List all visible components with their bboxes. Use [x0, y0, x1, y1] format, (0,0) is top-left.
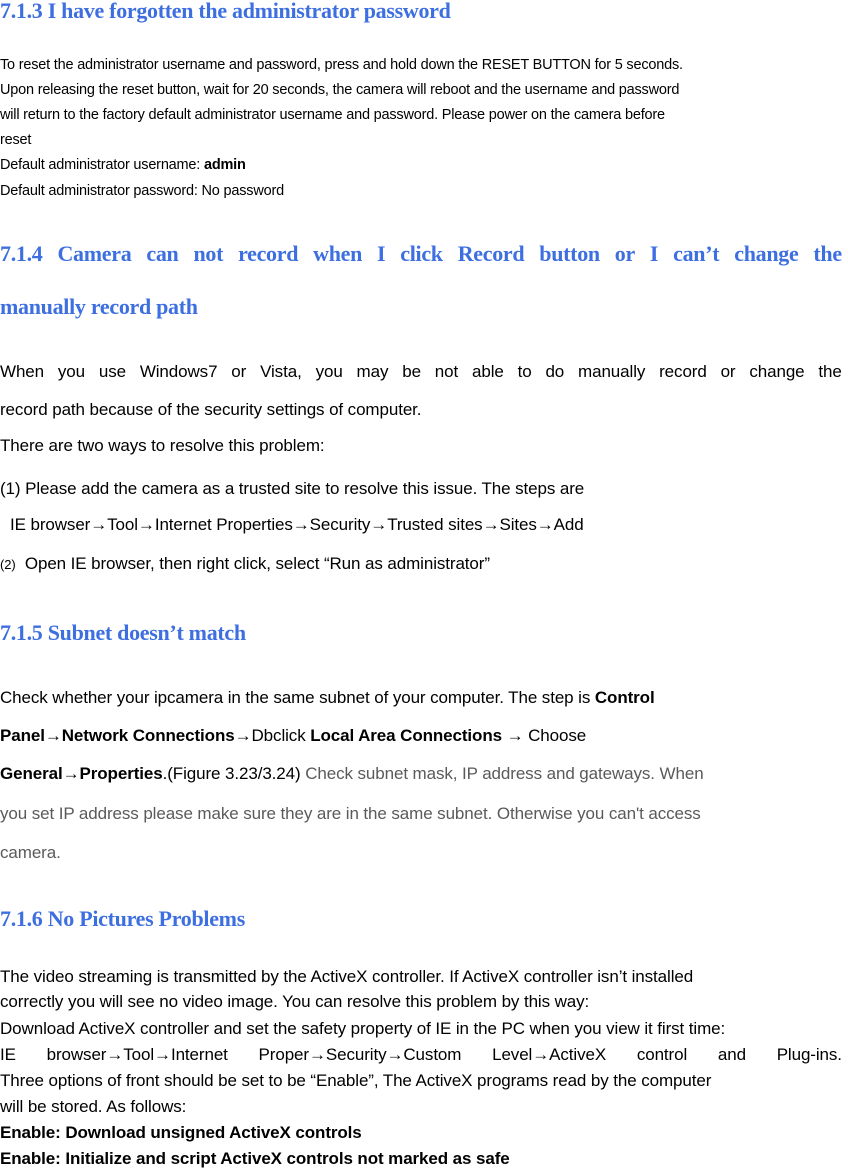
s715-line-5: camera.	[0, 843, 61, 862]
s714-item-number: (2)	[0, 557, 16, 572]
s714-line-1	[0, 362, 842, 382]
s715-line-2	[0, 726, 586, 746]
s715-line-4: you set IP address please make sure they are in the same subnet. Otherwise you can't access	[0, 804, 701, 823]
heading-word: can	[146, 241, 179, 266]
heading-word: can’t	[673, 241, 720, 266]
paragraph-word: be	[402, 362, 421, 381]
s716-enable-download-unsigned: Enable: Download unsigned ActiveX controls	[0, 1123, 362, 1142]
s713-default-username	[0, 157, 246, 173]
s714-line-6	[0, 554, 490, 574]
s715-line-2-tail: → Choose	[501, 726, 587, 745]
s716-line-6: will be stored. As follows:	[0, 1097, 187, 1116]
section-7-1-5-heading: 7.1.5 Subnet doesn’t match	[0, 620, 246, 645]
heading-word: the	[813, 241, 842, 266]
heading-word: Record	[457, 241, 525, 266]
paragraph-word: or	[720, 362, 736, 381]
paragraph-word: do	[545, 362, 565, 381]
paragraph-word: may	[356, 362, 389, 381]
section-7-1-6-heading: 7.1.6 No Pictures Problems	[0, 906, 245, 931]
heading-word: or	[614, 241, 635, 266]
section-7-1-3-heading: 7.1.3 I have forgotten the administrator password	[0, 0, 451, 23]
s715-line-3	[0, 764, 704, 784]
s714-steps-path: IE browser→Tool→Internet Properties→Security→Trusted sites→Sites→Add	[10, 515, 584, 534]
s716-line-1: The video streaming is transmitted by the ActiveX controller. If ActiveX controller isn’t installed	[0, 967, 694, 986]
s714-line-2: record path because of the security settings of computer.	[0, 400, 422, 419]
s715-line-1-bold: Control	[594, 688, 655, 707]
s714-line-3: There are two ways to resolve this problem:	[0, 436, 325, 455]
s713-default-password: Default administrator password: No password	[0, 183, 284, 199]
s715-line-1-text: Check whether your ipcamera in the same subnet of your computer. The step is	[0, 688, 595, 707]
paragraph-word: When	[0, 362, 45, 381]
paragraph-word: and	[717, 1045, 746, 1064]
paragraph-word: manually	[578, 362, 646, 381]
paragraph-word: Level→ActiveX	[492, 1045, 607, 1064]
heading-word: I	[649, 241, 659, 266]
paragraph-word: change	[749, 362, 805, 381]
heading-word: Camera	[57, 241, 132, 266]
section-7-1-4-heading	[0, 241, 842, 267]
s716-line-4	[0, 1045, 842, 1065]
paragraph-word: not	[434, 362, 459, 381]
paragraph-word: browser→Tool→Internet	[46, 1045, 228, 1064]
s714-line-4: (1) Please add the camera as a trusted site to resolve this issue. The steps are	[0, 479, 585, 498]
s713-line-1: To reset the administrator username and password, press and hold down the RESET BUTTON for 5 seconds.	[0, 57, 683, 73]
paragraph-word: Vista,	[260, 362, 302, 381]
paragraph-word: able	[472, 362, 504, 381]
s714-item-text: Open IE browser, then right click, select “Run as administrator”	[24, 554, 490, 573]
paragraph-word: control	[636, 1045, 688, 1064]
s715-line-3-text: .(Figure 3.23/3.24)	[162, 764, 306, 783]
section-7-1-4-heading-line-2: manually record path	[0, 294, 198, 319]
s716-line-3: Download ActiveX controller and set the safety property of IE in the PC when you view it first time:	[0, 1019, 726, 1038]
s716-enable-initialize-script: Enable: Initialize and script ActiveX controls not marked as safe	[0, 1149, 510, 1168]
heading-word: not	[193, 241, 224, 266]
paragraph-word: Proper→Security→Custom	[258, 1045, 462, 1064]
s713-line-4: reset	[0, 132, 32, 148]
s715-line-2-bold-1: Panel→Network Connections	[0, 726, 235, 745]
heading-word: record	[238, 241, 299, 266]
default-username-value: admin	[203, 157, 246, 173]
s715-line-3-grey: Check subnet mask, IP address and gateways. When	[305, 764, 704, 783]
s716-line-2: correctly you will see no video image. You can resolve this problem by this way:	[0, 992, 590, 1011]
heading-word: change	[734, 241, 799, 266]
s715-line-1	[0, 688, 655, 708]
heading-word: button	[539, 241, 600, 266]
s713-line-2: Upon releasing the reset button, wait for 20 seconds, the camera will reboot and the username and password	[0, 82, 680, 98]
default-username-label: Default administrator username:	[0, 157, 204, 173]
s715-line-2-mid: →Dbclick	[234, 726, 311, 745]
heading-word: I	[377, 241, 386, 266]
heading-word: when	[313, 241, 363, 266]
paragraph-word: you	[315, 362, 343, 381]
s715-line-3-bold: General→Properties	[0, 764, 163, 783]
s713-line-3: will return to the factory default administrator username and password. Please power on the camera before	[0, 107, 665, 123]
heading-word: click	[400, 241, 443, 266]
paragraph-word: you	[57, 362, 85, 381]
paragraph-word: record	[659, 362, 707, 381]
paragraph-word: Windows7	[139, 362, 218, 381]
s716-line-5: Three options of front should be set to be “Enable”, The ActiveX programs read by the computer	[0, 1071, 712, 1090]
s715-line-2-bold-2: Local Area Connections	[310, 726, 502, 745]
paragraph-word: IE	[0, 1045, 16, 1064]
paragraph-word: the	[818, 362, 842, 381]
paragraph-word: to	[517, 362, 532, 381]
paragraph-word: use	[98, 362, 126, 381]
paragraph-word: Plug-ins.	[776, 1045, 842, 1064]
paragraph-word: or	[231, 362, 247, 381]
heading-word: 7.1.4	[0, 241, 43, 266]
